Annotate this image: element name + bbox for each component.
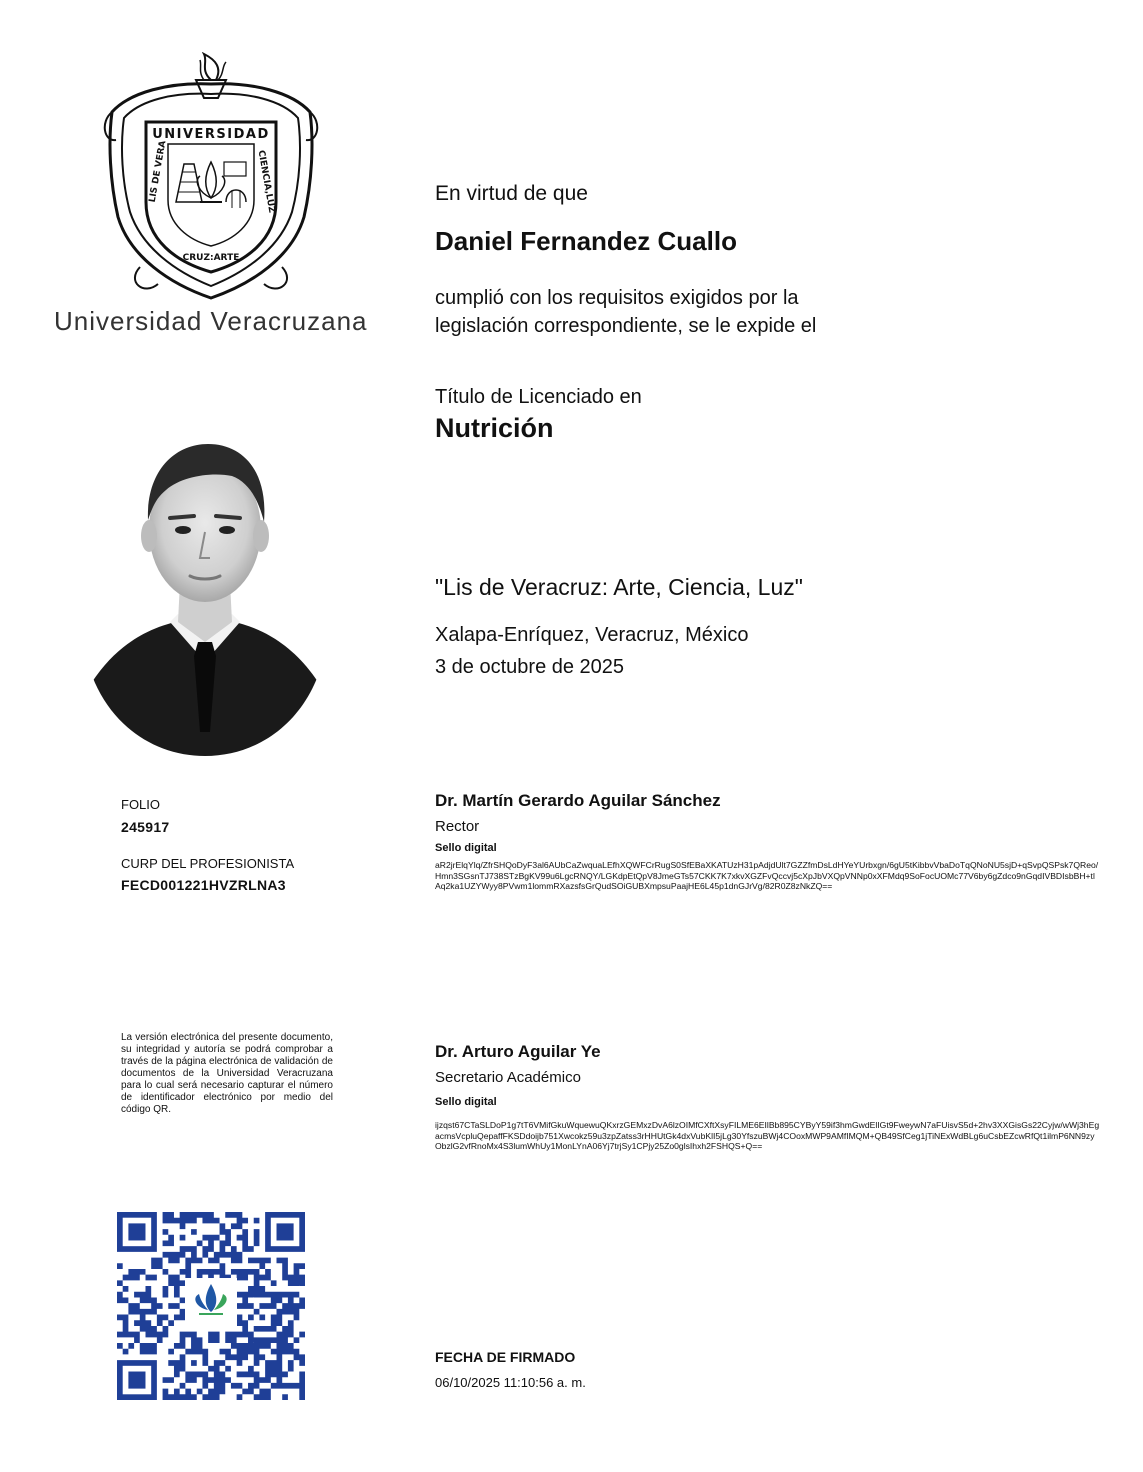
issue-place: Xalapa-Enríquez, Veracruz, México [435, 624, 749, 646]
graduate-photo [82, 432, 328, 756]
degree-field: Nutrición [435, 413, 554, 443]
secretary-digital-seal-label: Sello digital [435, 1096, 497, 1108]
folio-label: FOLIO [121, 797, 161, 812]
svg-text:CRUZ:ARTE: CRUZ:ARTE [182, 253, 240, 263]
signing-date-label: FECHA DE FIRMADO [435, 1349, 576, 1365]
folio-value: 245917 [121, 819, 170, 835]
title-prefix: Título de Licenciado en [435, 386, 642, 408]
curp-value: FECD001221HVZRLNA3 [121, 877, 286, 893]
fulfilled-statement: cumplió con los requisitos exigidos por la legislación correspondiente, se le expide el [435, 287, 817, 337]
signing-date-value: 06/10/2025 11:10:56 a. m. [435, 1375, 586, 1390]
secretary-name: Dr. Arturo Aguilar Ye [435, 1042, 601, 1061]
svg-text:UNIVERSIDAD: UNIVERSIDAD [152, 127, 270, 142]
qr-finder-top-right [268, 1215, 302, 1249]
qr-code[interactable] [117, 1212, 305, 1400]
rector-role: Rector [435, 818, 480, 835]
curp-label: CURP DEL PROFESIONISTA [121, 856, 295, 871]
svg-text:CIENCIA,LUZ: CIENCIA,LUZ [255, 149, 277, 214]
svg-text:LIS DE VERA: LIS DE VERA [147, 140, 169, 204]
qr-finder-bottom-left [120, 1363, 154, 1397]
qr-logo-icon [185, 1278, 237, 1330]
issue-date: 3 de octubre de 2025 [435, 656, 625, 678]
university-name: Universidad Veracruzana [54, 306, 368, 336]
secretary-role: Secretario Académico [435, 1069, 581, 1086]
university-seal-icon [100, 52, 322, 304]
rector-name: Dr. Martín Gerardo Aguilar Sánchez [435, 791, 721, 810]
rector-digital-seal: aR2jrElqYlq/ZfrSHQoDyF3al6AUbCaZwquaLEfhXQWFCrRugS0SfEBaXKATUzH31pAdjdUlt7GZZfmDsLdHYeYUrbxgn/6gU5tKibbvVbaDoTqQNoNU5sjD+qSvpQSPsk7QReo/Hmn3SGsnTJ738STzBgKV99u6LgcRNQY/LGKdpEtQpV8JmeGTs57CKK7K7xkvXGZFvQccvj5cXpJbVXQpVNNp0xXFMdq9SoFocUOMc77V6by6gZdco9nGqdIVBDIsbBH+tlAq2ka1UZYWyy8PVwm1lommRXazsfsGrQudSOiGUBXmpsuPaajHE6L45p1dnGJrVg/82R0Z8zNkZQ== [435, 860, 1099, 892]
certificate-lead: En virtud de que [435, 182, 588, 205]
university-motto: "Lis de Veracruz: Arte, Ciencia, Luz" [435, 574, 803, 600]
qr-finder-top-left [120, 1215, 154, 1249]
graduate-name: Daniel Fernandez Cuallo [435, 226, 737, 256]
rector-digital-seal-label: Sello digital [435, 842, 497, 854]
secretary-digital-seal: ijzqst67CTaSLDoP1g7tT6VMifGkuWquewuQKxrzGEMxzDvA6lzOIMfCXftXsyFILME6EIlBb895CYByY59if3hmGwdElIGt9FweywN7aFUisvS5d+2hv3XXGisGs22Cyjw/wWj3hEgacmsVcpluQepaffFKSDdoijb751Xwcokz59u3zpZatss3rHHUtGk4dxVubKlI5jLg30YfszuBWj4COoxMWP9AMfIMQM+QB49SfCeg1jTiNExWdBLg6uCsbEZcwRfQt1ilmP6NN9zyObzlG2vfRnoMx4S3lumWhUy1MonLYnA06Yj7trjSy1CPjy25Zo0glsIhxh2FSHQS+Q== [435, 1120, 1100, 1152]
verification-note: La versión electrónica del presente documento, su integridad y autoría se podrá comprobar a través de la página electrónica de validación de documentos de la Universidad Veracruzana para lo cual será necesario capturar el número de identificador electrónico por medio del código QR. [121, 1032, 333, 1115]
